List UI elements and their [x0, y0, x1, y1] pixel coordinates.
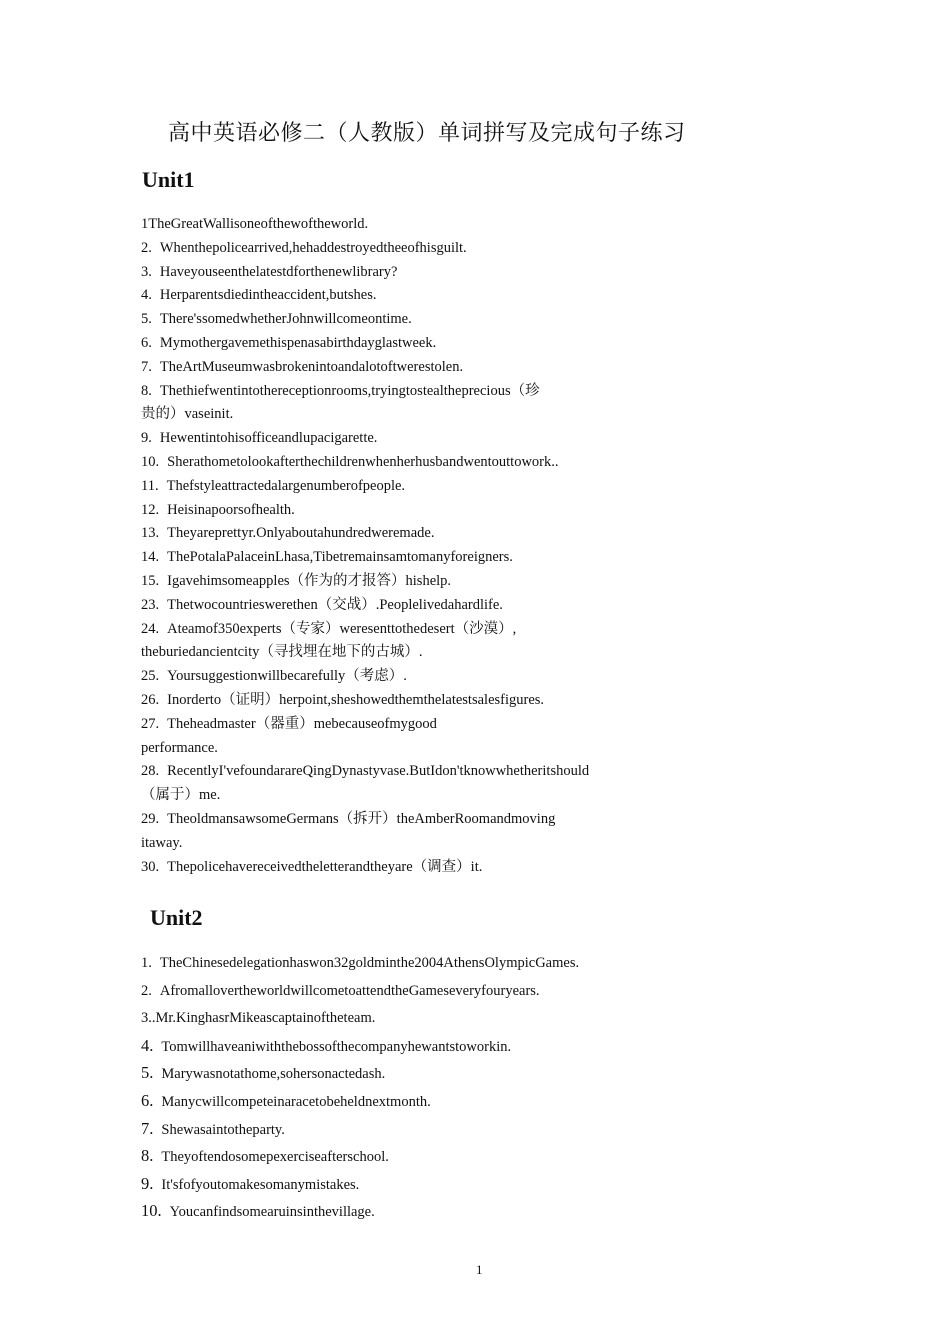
exercise-text: Tomwillhaveaniwiththebossofthecompanyhewantstoworkin.: [161, 1038, 512, 1055]
exercise-text: It'sfofyoutomakesomanymistakes.: [161, 1176, 360, 1193]
exercise-number: 12.: [141, 501, 160, 518]
exercise-number: 23.: [141, 596, 160, 613]
exercise-text: TheArtMuseumwasbrokenintoandalotoftwerestolen.: [159, 358, 464, 375]
exercise-line: [141, 1119, 821, 1143]
exercise-line: [141, 404, 821, 424]
exercise-text: 贵的）vaseinit.: [141, 406, 234, 423]
exercise-line: [141, 785, 821, 805]
unit1-heading: Unit1: [142, 167, 195, 192]
exercise-line: [141, 833, 821, 853]
exercise-line: [141, 500, 821, 520]
exercise-number: 6.: [141, 1090, 154, 1110]
exercise-number: 4.: [141, 287, 152, 304]
exercise-text: Inorderto（证明）herpoint,sheshowedthemthelatestsalesfigures.: [167, 691, 545, 708]
exercise-text: Sherathometolookafterthechildrenwhenherhusbandwentouttowork..: [167, 453, 559, 470]
exercise-number: 14.: [141, 549, 160, 566]
exercise-number: 10.: [141, 1201, 162, 1221]
exercise-number: 27.: [141, 715, 160, 732]
exercise-text: Theheadmaster（器重）mebecauseofmygood: [167, 715, 437, 732]
exercise-line: [141, 547, 821, 567]
exercise-number: 7.: [141, 358, 152, 375]
exercise-line: [141, 333, 821, 353]
exercise-text: Manycwillcompeteinaracetobeheldnextmonth.: [161, 1093, 431, 1110]
exercise-number: 2.: [141, 239, 152, 256]
exercise-text: ThePotalaPalaceinLhasa,Tibetremainsamtomanyforeigners.: [167, 549, 513, 566]
exercise-line: [141, 238, 821, 258]
unit2-heading: Unit2: [150, 905, 203, 930]
exercise-number: 9.: [141, 1173, 154, 1193]
exercise-number: 26.: [141, 691, 160, 708]
exercise-line: [141, 714, 821, 734]
exercise-line: [141, 1036, 821, 1060]
exercise-line: [141, 953, 821, 977]
exercise-line: [141, 1201, 821, 1225]
exercise-number: 8.: [141, 382, 152, 399]
exercise-text: TheoldmansawsomeGermans（拆开）theAmberRoomandmoving: [167, 810, 556, 827]
exercise-number: 13.: [141, 525, 160, 542]
exercise-line: [141, 285, 821, 305]
exercise-text: Theyareprettyr.Onlyaboutahundredweremade.: [167, 525, 435, 542]
exercise-text: Youcanfindsomearuinsinthevillage.: [169, 1204, 375, 1221]
exercise-line: [141, 1063, 821, 1087]
exercise-line: [141, 619, 821, 639]
exercise-text: Whenthepolicearrived,hehaddestroyedtheeofhisguilt.: [159, 239, 467, 256]
exercise-text: AfromallovertheworldwillcometoattendtheGameseveryfouryears.: [159, 982, 540, 999]
exercise-number: 15.: [141, 572, 160, 589]
exercise-text: Shewasaintotheparty.: [161, 1121, 285, 1138]
exercise-line: [141, 571, 821, 591]
exercise-text: Marywasnotathome,sohersonactedash.: [161, 1066, 386, 1083]
unit1-exercise-list: [141, 214, 821, 880]
exercise-line: [141, 761, 821, 781]
exercise-line: [141, 523, 821, 543]
exercise-line: [141, 981, 821, 1005]
exercise-text: There'ssomedwhetherJohnwillcomeontime.: [159, 311, 412, 328]
exercise-text: Thefstyleattractedalargenumberofpeople.: [166, 477, 406, 494]
exercise-number: 8.: [141, 1146, 154, 1166]
exercise-number: 1.: [141, 955, 152, 971]
exercise-line: [141, 1174, 821, 1198]
exercise-text: 1TheGreatWallisoneofthewoftheworld.: [141, 216, 369, 232]
exercise-number: 5.: [141, 1063, 154, 1083]
exercise-text: Thethiefwentintothereceptionrooms,tryingtostealtheprecious（珍: [159, 382, 540, 399]
unit2-exercise-list: [141, 953, 821, 1229]
exercise-text: theburiedancientcity（寻找埋在地下的古城）.: [141, 644, 423, 661]
exercise-line: [141, 642, 821, 662]
exercise-text: Thetwocountrieswerethen（交战）.Peoplelivedahardlife.: [167, 596, 503, 613]
exercise-number: 28.: [141, 763, 160, 780]
exercise-line: [141, 381, 821, 401]
exercise-line: [141, 1091, 821, 1115]
exercise-number: 4.: [141, 1035, 154, 1055]
exercise-line: [141, 214, 821, 234]
exercise-number: 2.: [141, 982, 152, 999]
exercise-line: [141, 738, 821, 758]
exercise-line: [141, 1008, 821, 1032]
exercise-number: 6.: [141, 334, 152, 351]
exercise-line: [141, 1146, 821, 1170]
exercise-text: performance.: [141, 739, 218, 756]
exercise-number: 7.: [141, 1118, 154, 1138]
exercise-text: Yoursuggestionwillbecarefully（考虑）.: [167, 668, 407, 685]
exercise-line: [141, 595, 821, 615]
exercise-number: 10.: [141, 453, 160, 470]
page-number: 1: [476, 1262, 483, 1277]
exercise-line: [141, 666, 821, 686]
exercise-text: Hewentintohisofficeandlupacigarette.: [159, 430, 378, 447]
exercise-number: 11.: [141, 477, 159, 494]
exercise-text: Mymothergavemethispenasabirthdayglastweek.: [159, 334, 437, 351]
exercise-number: 9.: [141, 430, 152, 447]
exercise-text: RecentlyI'vefoundarareQingDynastyvase.ButIdon'tknowwhetheritshould: [167, 763, 590, 780]
exercise-number: 3.: [141, 263, 152, 280]
exercise-text: （属于）me.: [141, 787, 221, 804]
exercise-number: 24.: [141, 620, 160, 637]
exercise-text: TheChinesedelegationhaswon32goldminthe2004AthensOlympicGames.: [159, 955, 580, 971]
exercise-line: [141, 309, 821, 329]
exercise-text: Thepolicehavereceivedtheletterandtheyare（调查）it.: [167, 858, 483, 875]
exercise-number: 25.: [141, 668, 160, 685]
exercise-line: [141, 357, 821, 377]
exercise-number: 29.: [141, 810, 160, 827]
page-title: 高中英语必修二（人教版）单词拼写及完成句子练习: [168, 120, 686, 145]
exercise-line: [141, 857, 821, 877]
exercise-text: Theyoftendosomepexerciseafterschool.: [161, 1149, 389, 1166]
exercise-text: Ateamof350experts（专家）weresenttothedesert（沙漠）,: [167, 620, 517, 637]
exercise-text: Igavehimsomeapples（作为的才报答）hishelp.: [167, 572, 452, 589]
exercise-line: [141, 476, 821, 496]
exercise-text: itaway.: [141, 834, 183, 851]
exercise-text: Heisinapoorsofhealth.: [167, 501, 295, 518]
exercise-number: 5.: [141, 311, 152, 328]
exercise-text: 3..Mr.KinghasrMikeascaptainoftheteam.: [141, 1010, 376, 1027]
exercise-text: Herparentsdiedintheaccident,butshes.: [159, 287, 377, 304]
exercise-line: [141, 262, 821, 282]
exercise-text: Haveyouseenthelatestdforthenewlibrary?: [159, 263, 398, 280]
exercise-line: [141, 452, 821, 472]
exercise-line: [141, 809, 821, 829]
exercise-number: 30.: [141, 858, 160, 875]
exercise-line: [141, 428, 821, 448]
exercise-line: [141, 690, 821, 710]
